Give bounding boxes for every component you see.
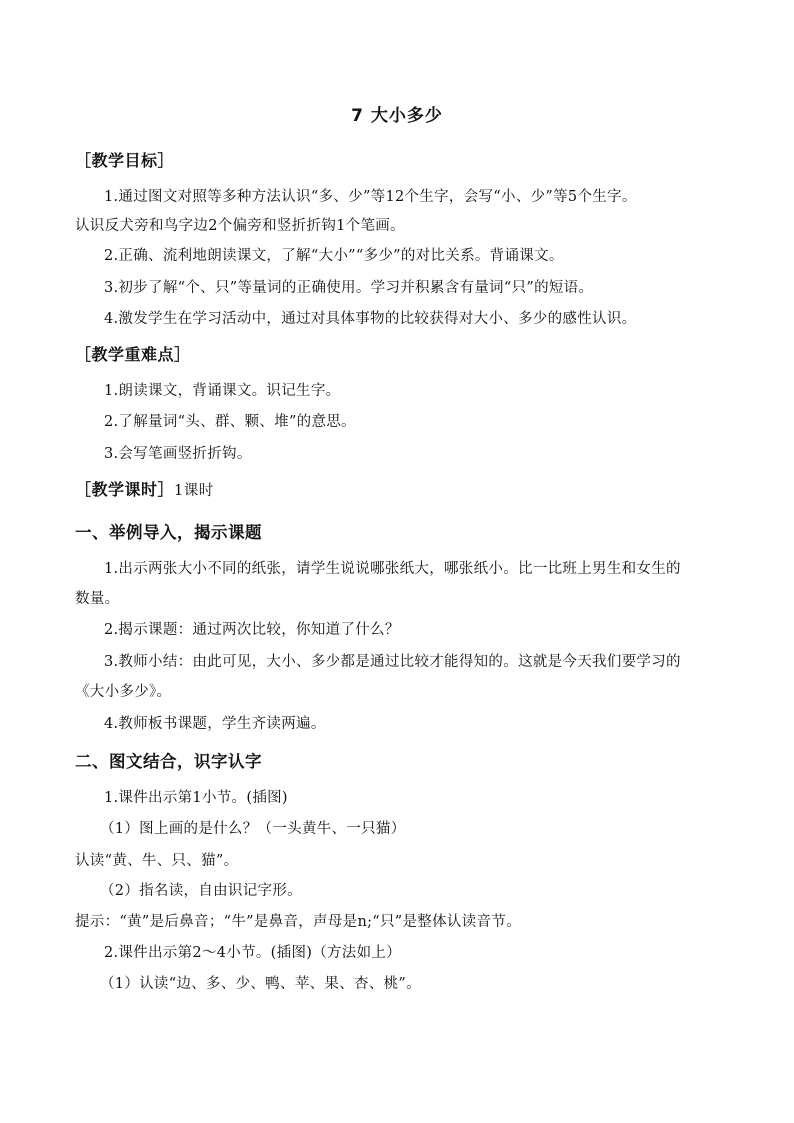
part1-line-1-cont: 数量。 <box>75 591 120 607</box>
page-title: 7 大小多少 <box>351 106 443 126</box>
goal-line-3: 3.初步了解“个、只”等量词的正确使用。学习并积累含有量词“只”的短语。 <box>104 280 594 296</box>
class-hours-row <box>75 477 214 504</box>
part2-line-5: 提示：“黄”是后鼻音；“牛”是鼻音，声母是n;“只”是整体认读音节。 <box>75 914 521 930</box>
class-hours-value: 1课时 <box>174 483 214 499</box>
part1-line-1: 1.出示两张大小不同的纸张，请学生说说哪张纸大，哪张纸小。比一比班上男生和女生的 <box>104 561 681 577</box>
part2-line-4: （2）指名读，自由识记字形。 <box>100 883 302 899</box>
goal-line-1-cont: 认识反犬旁和鸟字边2个偏旁和竖折折钩1个笔画。 <box>75 218 405 234</box>
part1-line-2: 2.揭示课题：通过两次比较，你知道了什么？ <box>104 622 400 638</box>
class-hours-heading: ［教学课时］ <box>75 480 175 499</box>
key-point-3: 3.会写笔画竖折折钩。 <box>104 446 252 462</box>
part1-line-3-cont: 《大小多少》。 <box>75 684 172 700</box>
goal-line-1: 1.通过图文对照等多种方法认识“多、少”等12个生字，会写“小、少”等5个生字。 <box>104 189 637 205</box>
part1-heading: 一、举例导入，揭示课题 <box>75 523 262 542</box>
goal-line-2: 2.正确、流利地朗读课文，了解“大小”“多少”的对比关系。背诵课文。 <box>104 248 564 264</box>
part2-heading: 二、图文结合，识字认字 <box>75 752 262 771</box>
part1-line-4: 4.教师板书课题，学生齐读两遍。 <box>104 716 326 732</box>
goal-line-4: 4.激发学生在学习活动中，通过对具体事物的比较获得对大小、多少的感性认识。 <box>104 311 637 327</box>
part2-line-2: （1）图上画的是什么？（一头黄牛、一只猫） <box>100 821 406 837</box>
part2-line-6: 2.课件出示第2～4小节。(插图)（方法如上） <box>104 945 401 961</box>
part2-line-3: 认读“黄、牛、只、猫”。 <box>75 853 239 869</box>
key-points-heading: ［教学重难点］ <box>75 345 191 364</box>
goals-heading: ［教学目标］ <box>75 151 175 170</box>
part1-line-3: 3.教师小结：由此可见，大小、多少都是通过比较才能得知的。这就是今天我们要学习的 <box>104 654 681 670</box>
key-point-2: 2.了解量词“头、群、颗、堆”的意思。 <box>104 414 356 430</box>
part2-line-7: （1）认读“边、多、少、鸭、苹、果、杏、桃”。 <box>100 976 421 992</box>
key-point-1: 1.朗读课文，背诵课文。识记生字。 <box>104 383 341 399</box>
part2-line-1: 1.课件出示第1小节。(插图) <box>104 790 288 806</box>
